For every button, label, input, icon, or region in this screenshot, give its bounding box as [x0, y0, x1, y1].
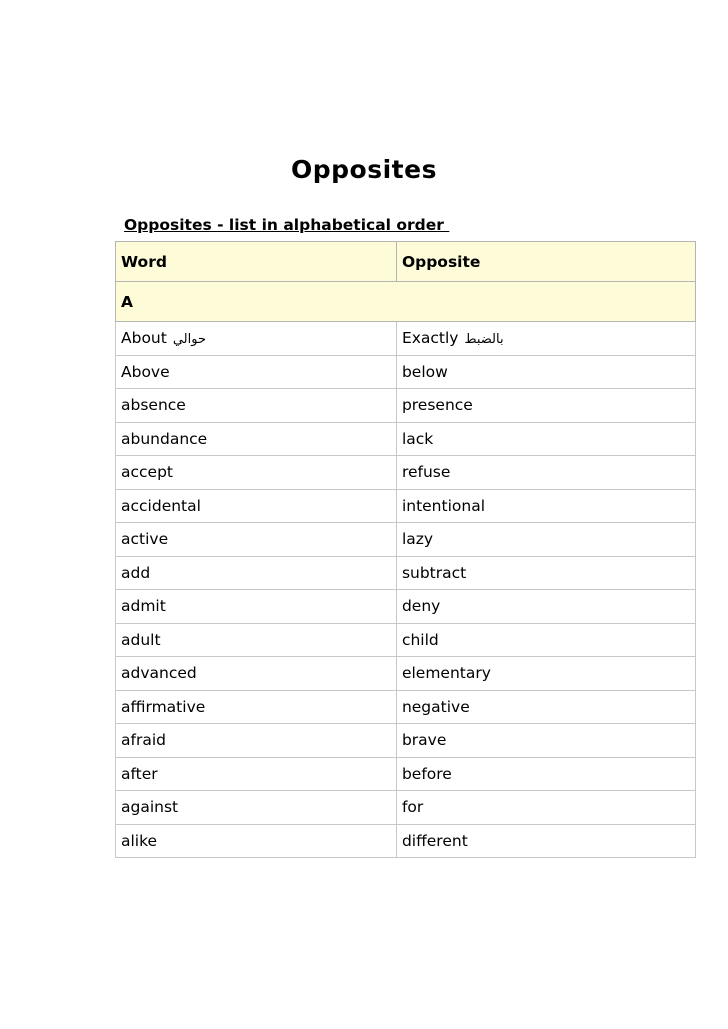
- table-row: [116, 322, 696, 356]
- opposite-cell: different: [396, 824, 695, 858]
- word-cell: [116, 322, 397, 356]
- opposite-cell: presence: [396, 389, 695, 423]
- word-cell: after: [116, 757, 397, 791]
- opposite-cell: lack: [396, 422, 695, 456]
- word-cell: accept: [116, 456, 397, 490]
- opposite-cell: deny: [396, 590, 695, 624]
- opposite-cell: subtract: [396, 556, 695, 590]
- word-cell: alike: [116, 824, 397, 858]
- table-row: [116, 724, 696, 758]
- word-cell: against: [116, 791, 397, 825]
- list-subtitle: Opposites - list in alphabetical order: [124, 216, 450, 234]
- word-cell: Above: [116, 355, 397, 389]
- table-row: [116, 556, 696, 590]
- table-row: [116, 523, 696, 557]
- table-row: [116, 422, 696, 456]
- table-row: [116, 489, 696, 523]
- opposite-cell: intentional: [396, 489, 695, 523]
- opposite-cell: lazy: [396, 523, 695, 557]
- table-row: [116, 757, 696, 791]
- word-cell: active: [116, 523, 397, 557]
- word-cell: afraid: [116, 724, 397, 758]
- header-opposite: Opposite: [396, 242, 695, 282]
- table-row: [116, 824, 696, 858]
- table-row: [116, 690, 696, 724]
- opposite-arabic-text: بالضبط: [464, 332, 504, 348]
- header-word: Word: [116, 242, 397, 282]
- word-cell: accidental: [116, 489, 397, 523]
- opposite-cell: [396, 322, 695, 356]
- opposite-cell: brave: [396, 724, 695, 758]
- word-arabic-text: حوالي: [172, 332, 206, 348]
- opposites-table: [115, 241, 696, 858]
- opposite-cell: for: [396, 791, 695, 825]
- opposite-cell: refuse: [396, 456, 695, 490]
- word-text: About: [121, 329, 167, 348]
- word-cell: affirmative: [116, 690, 397, 724]
- table-row: [116, 355, 696, 389]
- table-header-row: [116, 242, 696, 282]
- section-letter: A: [116, 282, 696, 322]
- table-row: [116, 623, 696, 657]
- table-row: [116, 791, 696, 825]
- word-cell: admit: [116, 590, 397, 624]
- opposite-cell: negative: [396, 690, 695, 724]
- word-cell: adult: [116, 623, 397, 657]
- word-cell: absence: [116, 389, 397, 423]
- opposite-cell: below: [396, 355, 695, 389]
- section-letter-row: [116, 282, 696, 322]
- table-row: [116, 456, 696, 490]
- word-cell: abundance: [116, 422, 397, 456]
- table-row: [116, 389, 696, 423]
- opposite-cell: elementary: [396, 657, 695, 691]
- opposite-text: Exactly: [401, 329, 459, 348]
- opposite-cell: child: [396, 623, 695, 657]
- table-row: [116, 657, 696, 691]
- word-cell: advanced: [116, 657, 397, 691]
- opposite-cell: before: [396, 757, 695, 791]
- table-row: [116, 590, 696, 624]
- page-title: Opposites: [291, 155, 437, 184]
- word-cell: add: [116, 556, 397, 590]
